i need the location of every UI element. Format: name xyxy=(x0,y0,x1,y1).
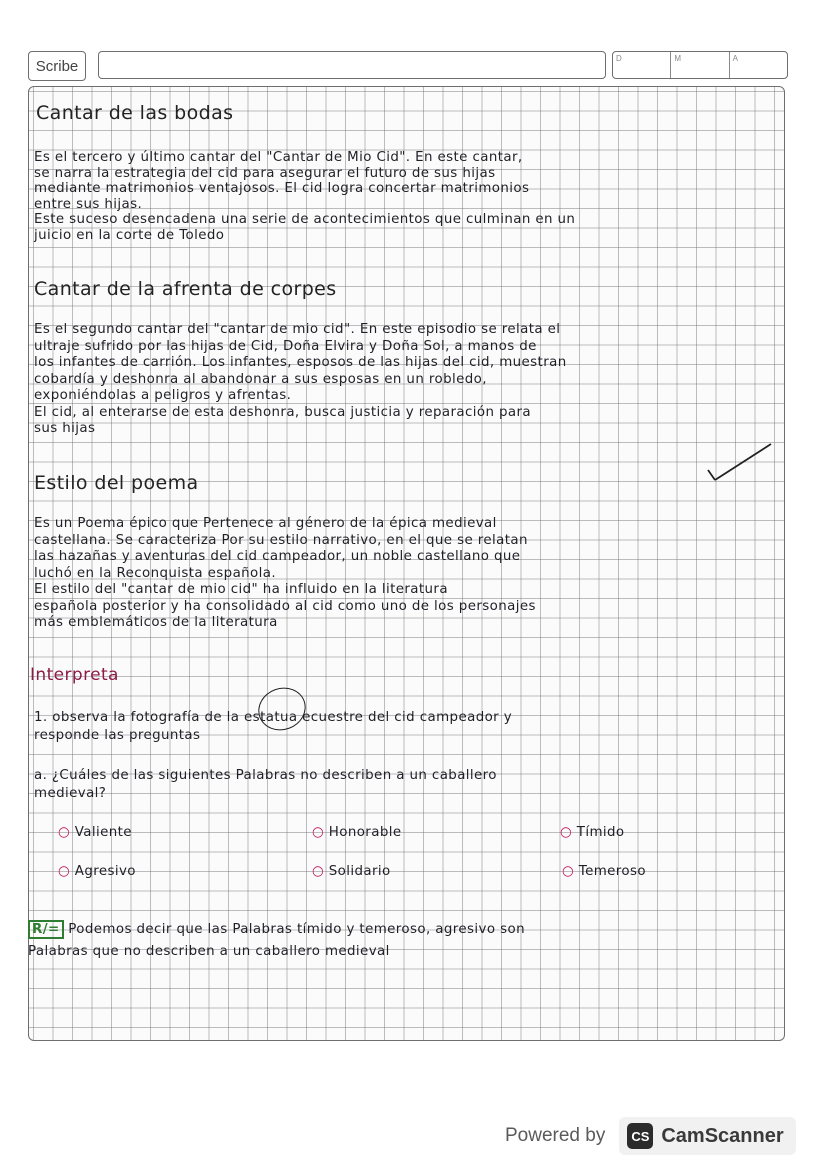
option-label: Temeroso xyxy=(578,864,646,879)
answer-line xyxy=(28,920,525,940)
camscanner-footer xyxy=(505,1115,796,1157)
text-line: cobardía y deshonra al abandonar a sus esposas en un robledo, xyxy=(34,371,487,387)
option-label: Valiente xyxy=(74,825,132,840)
powered-by-label: Powered by xyxy=(505,1125,606,1146)
section-body-afrenta xyxy=(34,320,567,439)
option-item xyxy=(312,862,391,882)
option-item xyxy=(312,823,401,843)
text-line: Es el segundo cantar del "cantar de mio cid". En este episodio se relata el xyxy=(34,322,561,337)
answer-text: Podemos decir que las Palabras tímido y temeroso, agresivo son xyxy=(68,922,525,937)
name-field xyxy=(98,51,606,79)
text-line: se narra la estrategia del cid para asegurar el futuro de sus hijas xyxy=(34,165,496,181)
checkmark-icon xyxy=(705,440,775,486)
text-line: Este suceso desencadena una serie de acontecimientos que culminan en un xyxy=(34,212,576,227)
text-line: exponiéndolas a peligros y afrentas. xyxy=(34,388,292,403)
option-label: Solidario xyxy=(328,864,391,879)
bullet-icon: ○ xyxy=(562,864,575,879)
option-item xyxy=(562,862,646,882)
text-line: 1. observa la fotografía de la estatua ecuestre del cid campeador y xyxy=(34,710,513,725)
bullet-icon: ○ xyxy=(58,864,71,879)
text-line: medieval? xyxy=(34,785,107,801)
bullet-icon: ○ xyxy=(58,825,71,840)
section-body-estilo xyxy=(34,514,536,633)
text-line: castellana. Se caracteriza Por su estilo narrativo, en el que se relatan xyxy=(34,532,528,548)
camscanner-logo-icon: CS xyxy=(627,1123,653,1149)
text-line: española posterior y ha consolidado al cid como uno de los personajes xyxy=(34,598,536,614)
camscanner-name: CamScanner xyxy=(661,1124,784,1147)
text-line: Es un Poema épico que Pertenece al género de la épica medieval xyxy=(34,516,497,531)
date-field xyxy=(612,51,788,79)
bullet-icon: ○ xyxy=(312,864,325,879)
text-line: más emblemáticos de la literatura xyxy=(34,615,278,630)
option-item xyxy=(58,862,136,882)
text-line: juicio en la corte de Toledo xyxy=(34,227,225,243)
section-title-bodas: Cantar de las bodas xyxy=(36,102,234,124)
text-line: las hazañas y aventuras del cid campeador, un noble castellano que xyxy=(34,549,521,564)
text-line: sus hijas xyxy=(34,421,96,436)
option-item xyxy=(560,823,625,843)
section-title-interpreta: Interpreta xyxy=(30,665,119,685)
text-line: los infantes de carrión. Los infantes, esposos de las hijas del cid, muestran xyxy=(34,355,567,370)
section-body-bodas xyxy=(34,148,575,245)
date-day-cell: D xyxy=(613,52,671,78)
text-line: Es el tercero y último cantar del "Cantar de Mio Cid". En este cantar, xyxy=(34,150,523,165)
bullet-icon: ○ xyxy=(312,825,325,840)
text-line: El estilo del "cantar de mio cid" ha influido en la literatura xyxy=(34,582,448,597)
section-title-estilo: Estilo del poema xyxy=(34,472,199,494)
option-label: Agresivo xyxy=(74,864,136,879)
answer-label: R/= xyxy=(28,920,64,939)
brand-logo: Scribe xyxy=(28,51,86,81)
date-month-cell: M xyxy=(671,52,729,78)
camscanner-badge[interactable] xyxy=(619,1117,795,1155)
text-line: El cid, al enterarse de esta deshonra, busca justicia y reparación para xyxy=(34,404,532,420)
text-line: responde las preguntas xyxy=(34,727,201,743)
text-line: a. ¿Cuáles de las siguientes Palabras no describen a un caballero xyxy=(34,768,497,783)
question-a xyxy=(34,766,497,803)
answer-line: Palabras que no describen a un caballero medieval xyxy=(28,943,390,959)
option-label: Honorable xyxy=(328,825,402,840)
text-line: luchó en la Reconquista española. xyxy=(34,565,277,581)
section-title-afrenta: Cantar de la afrenta de corpes xyxy=(34,278,337,300)
option-item xyxy=(58,823,132,843)
answer-block xyxy=(28,920,525,961)
text-line: ultraje sufrido por las hijas de Cid, Doña Elvira y Doña Sol, a manos de xyxy=(34,338,537,354)
text-line: entre sus hijas. xyxy=(34,196,143,212)
bullet-icon: ○ xyxy=(560,825,573,840)
text-line: mediante matrimonios ventajosos. El cid logra concertar matrimonios xyxy=(34,181,530,196)
option-label: Tímido xyxy=(576,825,625,840)
date-year-cell: A xyxy=(732,54,738,63)
